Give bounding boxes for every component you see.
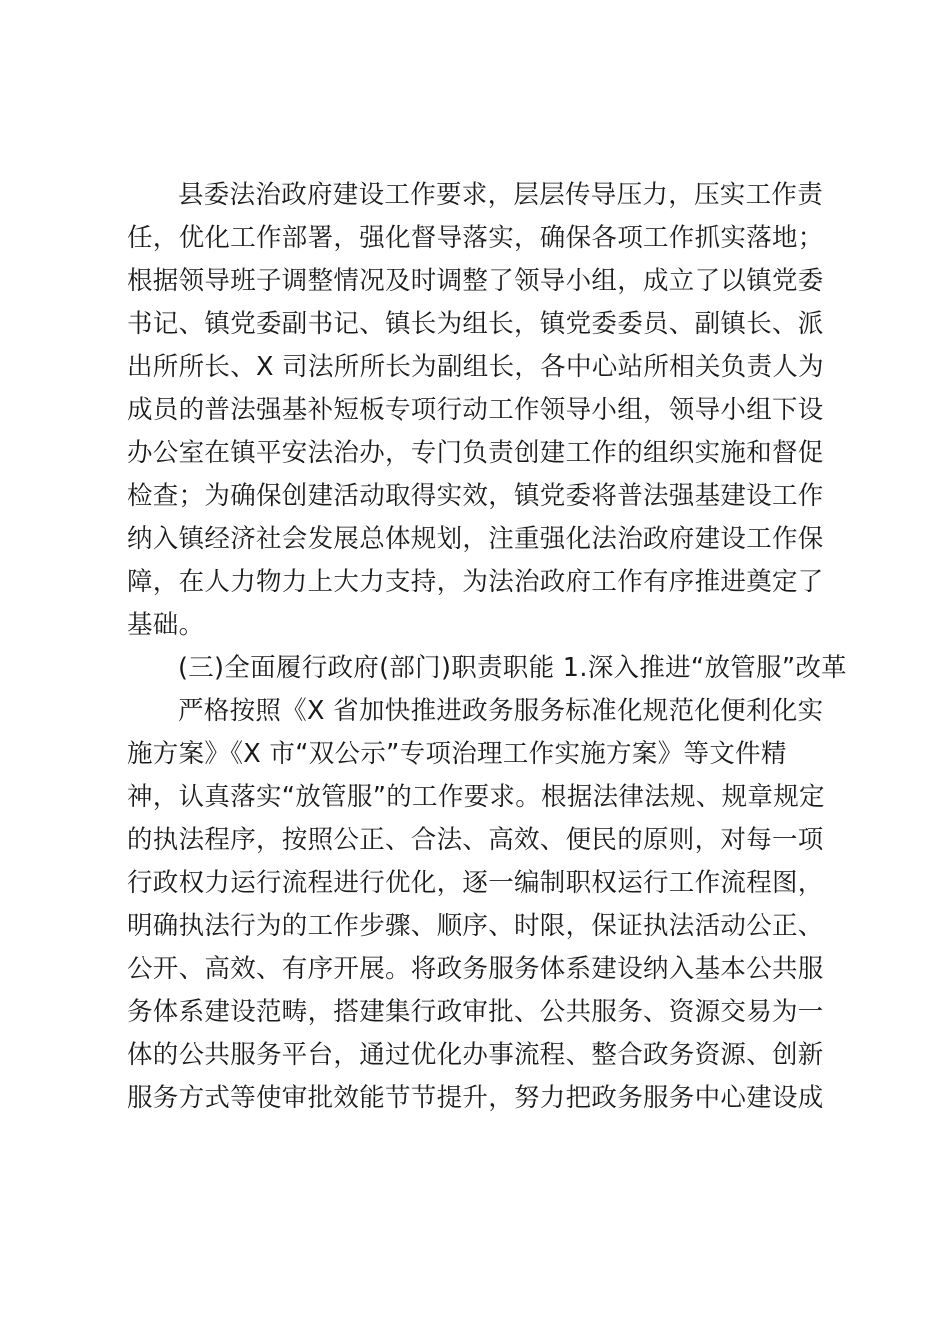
text-line: 出所所长、X 司法所所长为副组长，各中心站所相关负责人为 [127, 352, 824, 382]
section-heading: (三)全面履行政府(部门)职责职能 1.深入推进“放管服”改革 [178, 653, 847, 683]
text-line: 务体系建设范畴，搭建集行政审批、公共服务、资源交易为一 [127, 997, 824, 1027]
text-line: 纳入镇经济社会发展总体规划，注重强化法治政府建设工作保 [127, 524, 824, 554]
text-line: 根据领导班子调整情况及时调整了领导小组，成立了以镇党委 [127, 266, 824, 296]
text-line: 明确执法行为的工作步骤、顺序、时限，保证执法活动公正、 [127, 911, 824, 941]
text-line: 障，在人力物力上大力支持，为法治政府工作有序推进奠定了 [127, 567, 824, 597]
text-line: 的执法程序，按照公正、合法、高效、便民的原则，对每一项 [127, 825, 824, 855]
text-line: 神，认真落实“放管服”的工作要求。根据法律法规、规章规定 [127, 782, 825, 812]
text-line: 严格按照《X 省加快推进政务服务标准化规范化便利化实 [178, 696, 824, 726]
text-line: 基础。 [127, 610, 205, 640]
body-text [127, 174, 847, 1120]
text-line: 办公室在镇平安法治办，专门负责创建工作的组织实施和督促 [127, 438, 824, 468]
text-line: 任，优化工作部署，强化督导落实，确保各项工作抓实落地； [127, 223, 824, 253]
text-line: 成员的普法强基补短板专项行动工作领导小组，领导小组下设 [127, 395, 824, 425]
text-line: 检查；为确保创建活动取得实效，镇党委将普法强基建设工作 [127, 481, 824, 511]
text-line: 行政权力运行流程进行优化，逐一编制职权运行工作流程图， [127, 868, 824, 898]
text-line: 体的公共服务平台，通过优化办事流程、整合政务资源、创新 [127, 1040, 824, 1070]
text-line: 公开、高效、有序开展。将政务服务体系建设纳入基本公共服 [127, 954, 824, 984]
text-line: 县委法治政府建设工作要求，层层传导压力，压实工作责 [178, 180, 824, 210]
text-line: 服务方式等使审批效能节节提升，努力把政务服务中心建设成 [127, 1083, 824, 1113]
text-line: 施方案》《X 市“双公示”专项治理工作实施方案》等文件精 [127, 739, 787, 769]
text-line: 书记、镇党委副书记、镇长为组长，镇党委委员、副镇长、派 [127, 309, 824, 339]
